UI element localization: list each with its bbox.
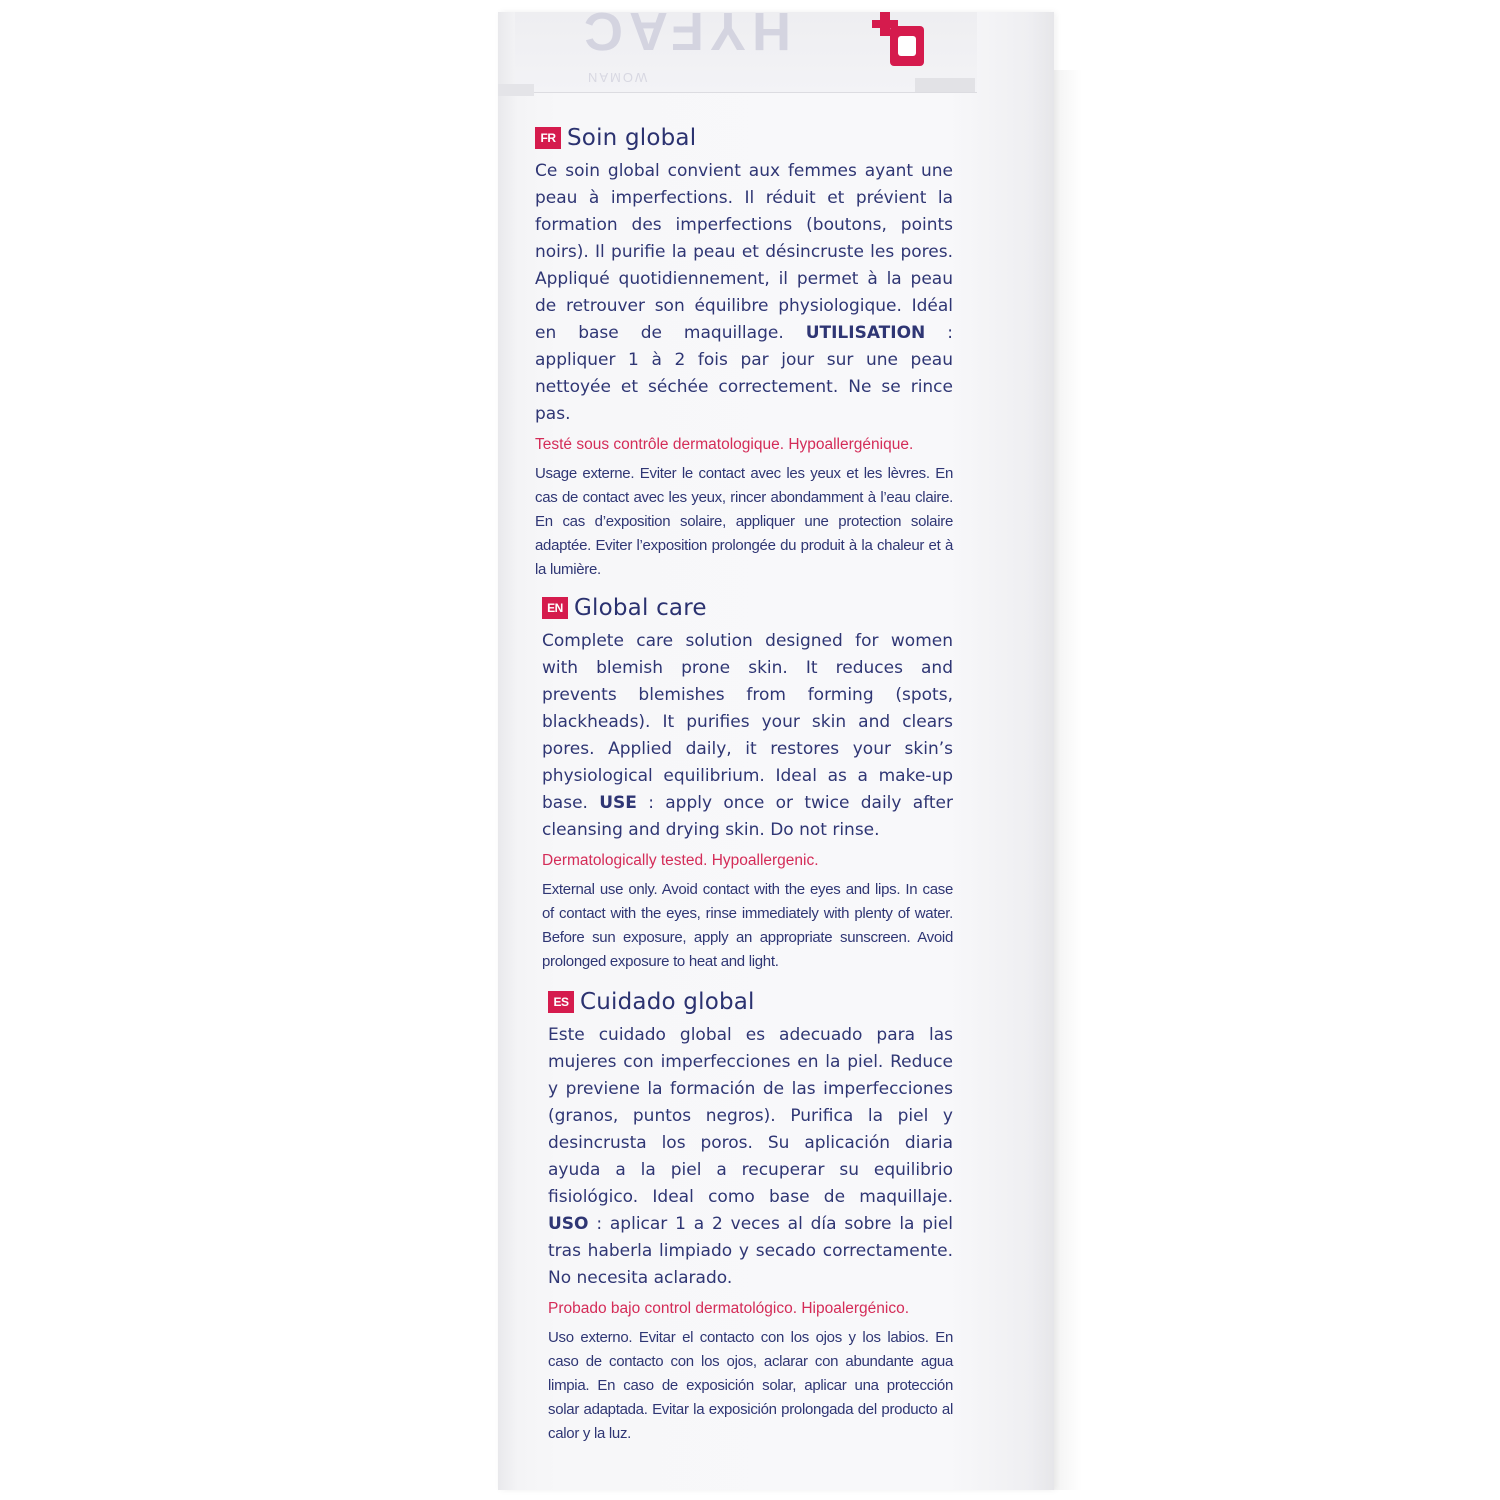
section-title-es: Cuidado global <box>580 989 755 1015</box>
section-title-fr: Soin global <box>567 125 697 151</box>
lang-badge-fr: FR <box>535 127 561 149</box>
use-text-fr: : appliquer 1 à 2 fois par jour sur une peau nettoyée et séchée correctement. Ne se rince pas. <box>535 323 953 424</box>
description-en <box>542 628 953 844</box>
section-en <box>535 590 953 974</box>
lang-badge-en: EN <box>542 597 568 619</box>
description-es <box>548 1022 953 1292</box>
flap-notch-left <box>498 84 534 96</box>
brand-mark-icon <box>858 8 928 70</box>
use-text-en: : apply once or twice daily after cleansing and drying skin. Do not rinse. <box>542 793 953 840</box>
section-title-en: Global care <box>574 595 707 621</box>
lang-badge-es: ES <box>548 991 574 1013</box>
tested-es: Probado bajo control dermatológico. Hipoalergénico. <box>548 1300 910 1317</box>
use-label-en: USE <box>599 793 637 813</box>
description-body-en: Complete care solution designed for women with blemish prone skin. It reduces and prevents blemishes from forming (spots, blackheads). It purifies your skin and clears pores. Applied daily, it restores your skin’s physiological equilibrium. Ideal as a make-up base. <box>542 631 953 813</box>
box-side-shadow <box>1052 70 1082 1490</box>
warning-es: Uso externo. Evitar el contacto con los ojos y los labios. En caso de contacto con los ojos, aclarar con abundante agua limpia. En caso de exposición solar, aplicar una protección solar adaptada. Evitar la exposición prolongada del producto al calor y la luz. <box>548 1329 953 1442</box>
description-fr <box>535 158 953 428</box>
heading-en <box>542 590 953 626</box>
label-content <box>535 120 953 1454</box>
use-label-es: USO <box>548 1214 589 1234</box>
heading-es <box>548 984 953 1020</box>
heading-fr <box>535 120 953 156</box>
use-label-fr: UTILISATION <box>805 323 926 343</box>
brand-subtitle: WOMAN <box>586 70 648 85</box>
description-body-es: Este cuidado global es adecuado para las mujeres con imperfecciones en la piel. Reduce y previene la formación de las imperfecciones (granos, puntos negros). Purifica la piel y desincrusta los poros. Su aplicación diaria ayuda a la piel a recuperar su equilibrio fisiológico. Ideal como base de maquillaje. <box>548 1025 953 1207</box>
tested-en: Dermatologically tested. Hypoallergenic. <box>542 852 819 869</box>
section-es <box>535 984 953 1446</box>
use-text-es: : aplicar 1 a 2 veces al día sobre la piel tras haberla limpiado y secado correctamente. No necesita aclarado. <box>548 1214 953 1288</box>
brand-name: HYFAC <box>578 1 792 61</box>
description-body-fr: Ce soin global convient aux femmes ayant une peau à imperfections. Il réduit et prévient la formation des imperfections (boutons, points noirs). Il purifie la peau et désincruste les pores. Appliqué quotidiennement, il permet à la peau de retrouver son équilibre physiologique. Idéal en base de maquillage. <box>535 161 953 343</box>
warning-en: External use only. Avoid contact with the eyes and lips. In case of contact with the eyes, rinse immediately with plenty of water. Before sun exposure, apply an appropriate sunscreen. Avoid prolonged exposure to heat and light. <box>542 881 953 970</box>
section-fr <box>535 120 953 582</box>
warning-fr: Usage externe. Eviter le contact avec les yeux et les lèvres. En cas de contact avec les yeux, rincer abondamment à l’eau claire. En cas d’exposition solaire, appliquer une protection solaire adaptée. Eviter l’exposition prolongée du produit à la chaleur et à la lumière. <box>535 465 953 578</box>
tested-fr: Testé sous contrôle dermatologique. Hypoallergénique. <box>535 436 914 453</box>
brand-logo <box>578 1 928 88</box>
